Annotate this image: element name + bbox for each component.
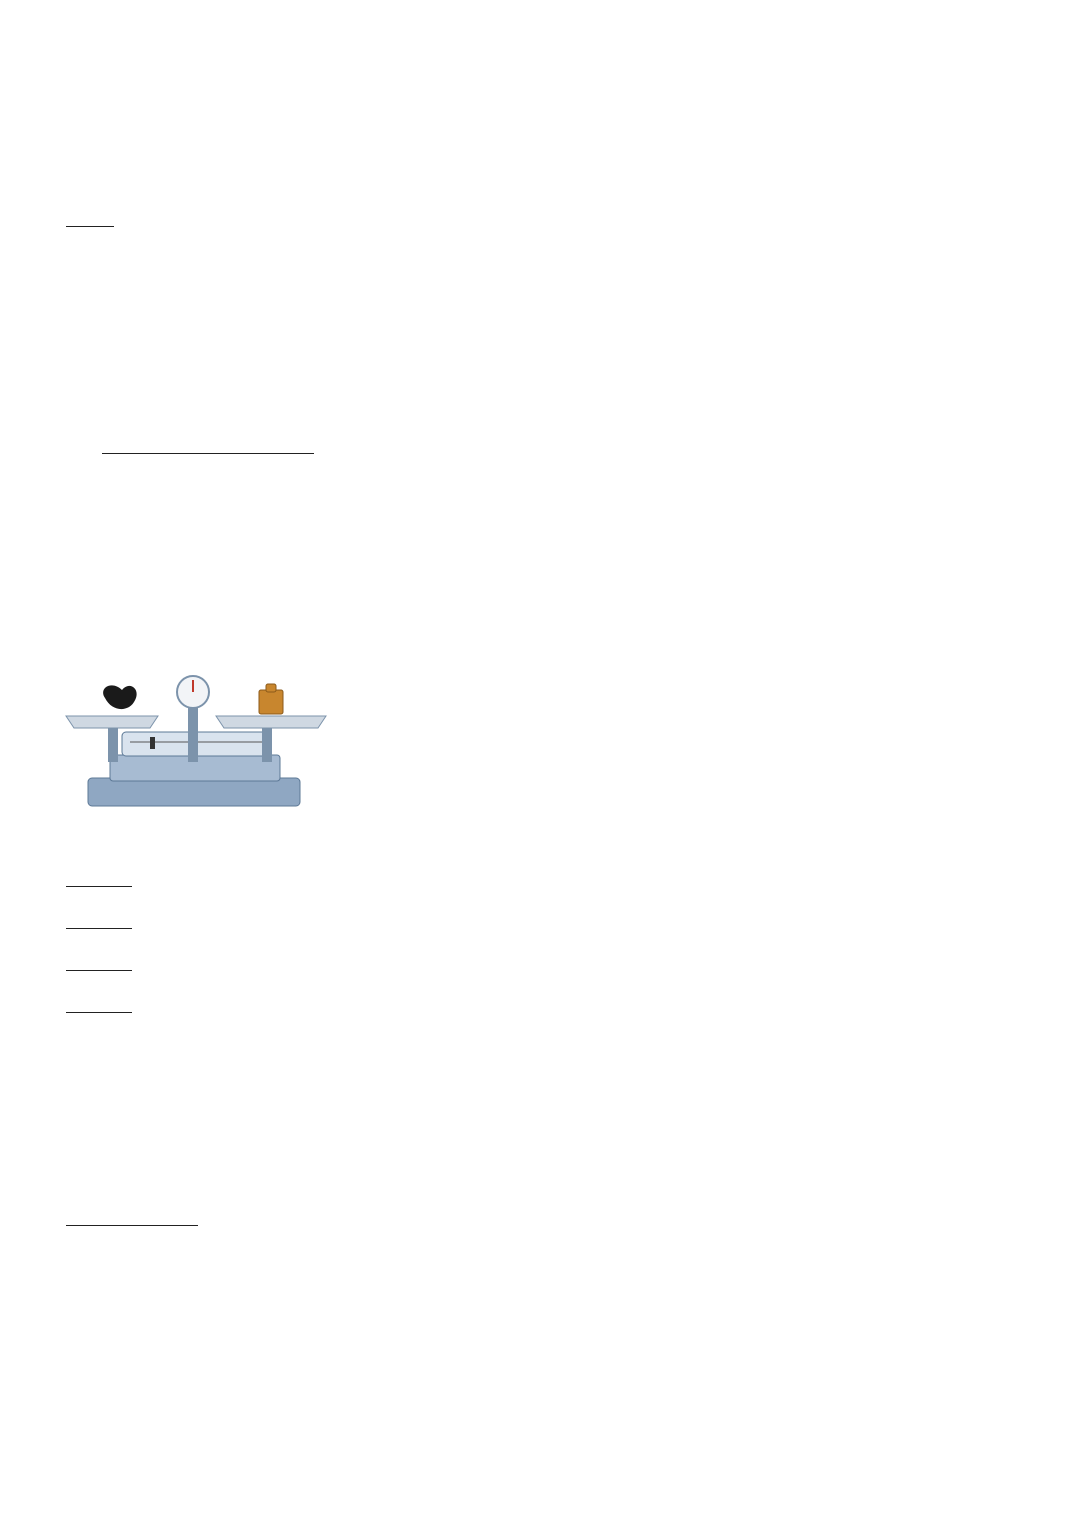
q1 <box>66 868 132 893</box>
q3-volume-blank[interactable] <box>66 952 132 971</box>
ore-on-pan <box>103 685 137 709</box>
q3-line2 <box>66 994 132 1019</box>
q3-line1 <box>66 952 132 977</box>
rho-blank[interactable] <box>132 1207 198 1226</box>
q7-step4 <box>102 435 314 466</box>
density-expr-blank[interactable] <box>208 435 314 454</box>
density-question <box>66 208 114 239</box>
q3-density-blank[interactable] <box>66 994 132 1013</box>
volume-expr-blank[interactable] <box>102 435 208 454</box>
mass-blank[interactable] <box>66 1207 132 1226</box>
q2 <box>66 910 132 935</box>
density-answer-blank[interactable] <box>66 208 114 227</box>
experiment-figure <box>60 520 860 820</box>
balance-scale <box>66 676 326 806</box>
q2-blank[interactable] <box>66 910 132 929</box>
q1-blank[interactable] <box>66 868 132 887</box>
weight-10g <box>259 690 283 714</box>
q4-result-line1 <box>66 1207 198 1232</box>
rider <box>150 737 155 749</box>
